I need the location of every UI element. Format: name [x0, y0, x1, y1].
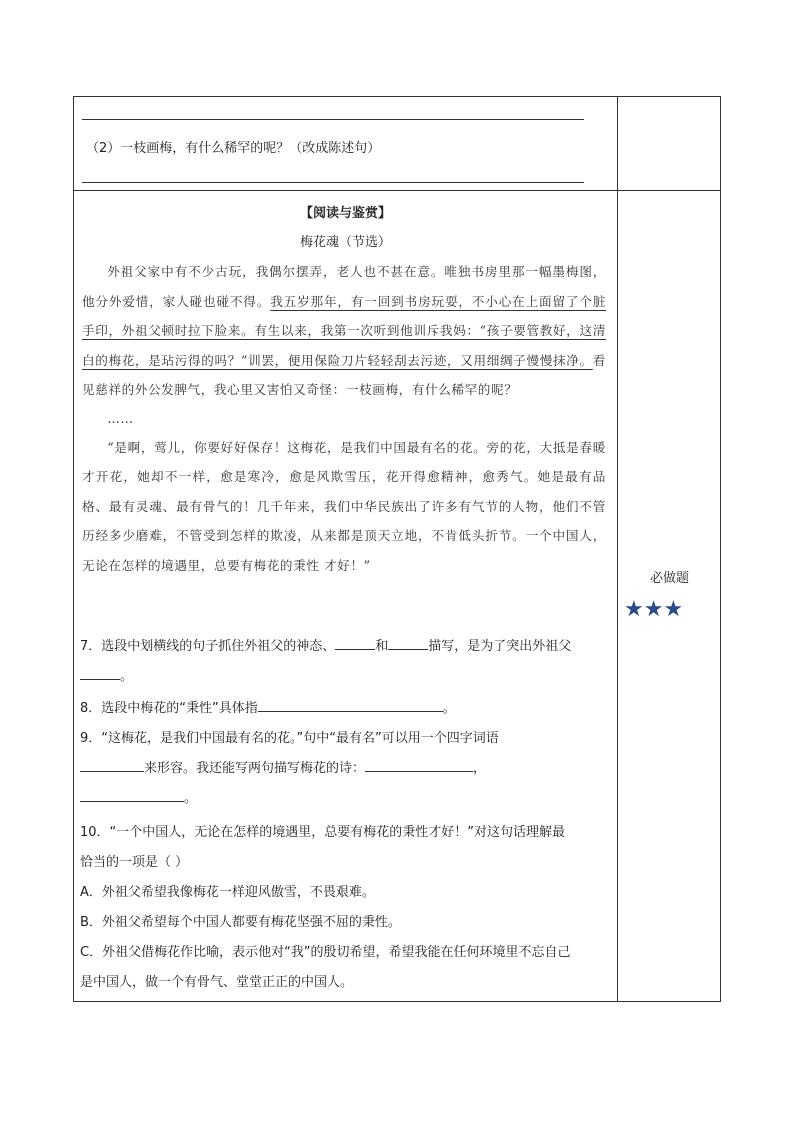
- question-9-line-3: [80, 784, 610, 814]
- answer-blank[interactable]: [335, 635, 375, 650]
- passage-paragraph-1: [82, 257, 606, 405]
- answer-blank[interactable]: [388, 635, 428, 650]
- option-c-line-2[interactable]: 是中国人，做一个有骨气、堂堂正正的中国人。: [80, 975, 354, 990]
- worksheet-table: [73, 96, 721, 1002]
- passage-text: 外祖父家中有不少古玩，我偶尔摆弄，老人也不甚在意。唯独书房里那一幅墨梅图，他分外爱惜，家人碰也碰不得。: [82, 264, 606, 309]
- row-divider: [74, 190, 720, 191]
- question-10-text: 恰当的一项是（ ）: [80, 855, 189, 870]
- answer-blank[interactable]: [80, 757, 144, 772]
- option-a[interactable]: A．外祖父希望我像梅花一样迎风傲雪，不畏艰难。: [80, 885, 375, 900]
- question-9-text: 9．“这梅花，是我们中国最有名的花。”句中“最有名”可以用一个四字词语: [80, 731, 499, 746]
- question-10-line-1: [80, 818, 610, 848]
- question-7-text: 。: [120, 669, 134, 684]
- question-10-line-2: [80, 848, 610, 878]
- poem-title: 梅花魂（节选）: [299, 235, 391, 250]
- passage-ellipsis: ……: [107, 410, 134, 426]
- question-10-text: 10．“一个中国人，无论在怎样的境遇里，总要有梅花的秉性才好！”对这句话理解最: [80, 825, 566, 840]
- question-9-text: 。: [184, 791, 198, 806]
- question-8-text: 。: [442, 701, 456, 716]
- question-9-line-1: [80, 724, 610, 754]
- question-7-text: 和: [375, 639, 389, 654]
- underlined-sentence: 我五岁那年，有一回到书房玩耍，不小心在上面留了个脏手印，外祖父顿时拉下脸来。有生以来，我第一次听到他训斥我妈：“孩子要管教好，这清白的梅花，是玷污得的吗？”训罢，便用保险刀片轻轻刮去污迹，又用细绸子慢慢抹净。: [82, 293, 607, 368]
- question-7-text: 描写，是为了突出外祖父: [428, 639, 572, 654]
- answer-blank[interactable]: [258, 697, 443, 712]
- answer-line-q2: [82, 182, 584, 183]
- reading-passage: [82, 257, 606, 580]
- questions-block: [80, 632, 610, 998]
- option-b[interactable]: B．外祖父希望每个中国人都要有梅花坚强不屈的秉性。: [80, 915, 401, 930]
- section-title: 【阅读与鉴赏】: [299, 206, 391, 221]
- passage-paragraph-2: “是啊，莺儿，你要好好保存！这梅花，是我们中国最有名的花。旁的花，大抵是春暖才开花，她却不一样，愈是寒冷，愈是风欺雪压，花开得愈精神，愈秀气。她是最有品格、最有灵魂、最有骨气的！几千年来，我们中华民族出了许多有气节的人物，他们不管历经多少磨难，不管受到怎样的欺凌，从来都是顶天立地，不肯低头折节。一个中国人，无论在怎样的境遇里，总要有梅花的秉性 才好！”: [82, 439, 606, 573]
- answer-blank[interactable]: [80, 665, 120, 680]
- answer-blank[interactable]: [80, 787, 184, 802]
- question-7-line-1: [80, 632, 610, 662]
- question-7-text: 7．选段中划横线的句子抓住外祖父的神态、: [80, 639, 336, 654]
- answer-blank[interactable]: [365, 757, 473, 772]
- question-2-text: （2）一枝画梅，有什么稀罕的呢？（改成陈述句）: [86, 141, 381, 156]
- required-label: 必做题: [649, 571, 689, 586]
- column-divider: [617, 97, 618, 1001]
- question-9-text: 来形容。我还能写两句描写梅花的诗：: [144, 761, 366, 776]
- question-8: [80, 694, 610, 724]
- question-9-text: ，: [473, 761, 487, 776]
- option-c-line-1[interactable]: C．外祖父借梅花作比喻，表示他对“我”的殷切希望，希望我能在任何环境里不忘自己: [80, 945, 571, 960]
- passage-text: 看见慈祥的外公发脾气，我心里又害怕又奇怪：一枝画梅，有什么稀罕的呢？: [82, 352, 606, 397]
- answer-line-q1: [82, 119, 584, 120]
- difficulty-stars-icon: ★★★: [624, 597, 684, 622]
- question-7-line-2: [80, 662, 610, 692]
- question-8-text: 8．选段中梅花的“秉性”具体指: [80, 701, 258, 716]
- question-9-line-2: [80, 754, 610, 784]
